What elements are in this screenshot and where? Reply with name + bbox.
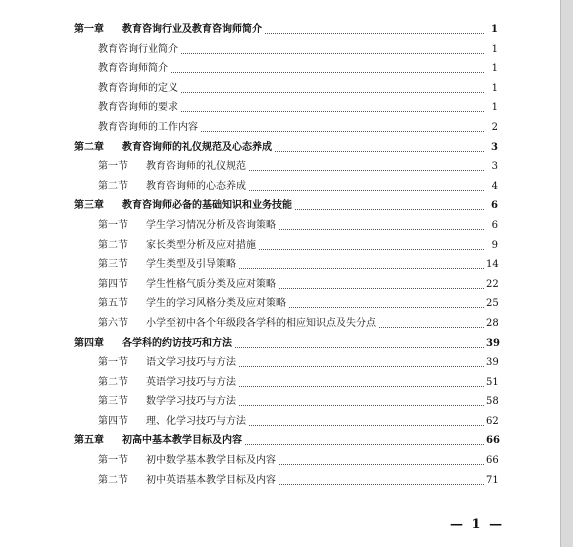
toc-page-number: 71 [486,471,498,491]
chapter-title: 教育咨询行业及教育咨询师简介 [122,24,262,35]
toc-entry-label [98,59,170,79]
section-number: 第二节 [98,474,128,486]
toc-page-number: 1 [486,40,498,60]
toc-page-number: 3 [486,157,498,177]
toc-entry-label [98,412,248,432]
section-title: 学生类型及引导策略 [146,259,236,271]
toc-page-number: 3 [486,138,498,158]
chapter-number: 第一章 [74,24,104,35]
section-number: 第一节 [98,161,128,173]
toc-page-number: 14 [486,255,498,275]
toc-section-row [74,451,498,471]
toc-chapter-row [74,20,498,40]
toc-entry-label [98,353,238,373]
toc-section-row [74,392,498,412]
toc-section-row [74,118,498,138]
toc-entry-label [74,138,274,158]
toc-section-row [74,412,498,432]
toc-page-number: 25 [486,294,498,314]
toc-chapter-row [74,196,498,216]
section-number: 第四节 [98,415,128,427]
chapter-number: 第三章 [74,200,104,212]
toc-chapter-row [74,334,498,354]
toc-section-row [74,353,498,373]
section-number: 第二节 [98,180,128,192]
section-title: 教育咨询师的工作内容 [98,121,198,133]
toc-page-number: 22 [486,275,498,295]
toc-entry-label [98,40,180,60]
section-title: 学生的学习风格分类及应对策略 [146,298,286,310]
toc-entry-label [98,392,238,412]
section-number: 第一节 [98,219,128,231]
toc-page-number: 4 [486,177,498,197]
section-title: 理、化学习技巧与方法 [146,415,246,427]
chapter-title: 初高中基本教学目标及内容 [122,435,242,447]
toc-entry-label [74,431,244,451]
toc-entry-label [98,157,248,177]
chapter-number: 第四章 [74,337,104,349]
toc-page-number: 28 [486,314,498,334]
section-title: 数学学习技巧与方法 [146,396,236,408]
toc-entry-label [98,236,258,256]
toc-entry-label [98,471,278,491]
chapter-number: 第二章 [74,141,104,153]
section-title: 小学至初中各个年级段各学科的相应知识点及失分点 [146,317,376,329]
toc-section-row [74,79,498,99]
toc-entry-label [98,79,180,99]
toc-page-number: 58 [486,392,498,412]
toc-page-number: 6 [486,216,498,236]
section-number: 第二节 [98,376,128,388]
section-number: 第一节 [98,455,128,467]
toc-page-number: 51 [486,373,498,393]
toc-section-row [74,40,498,60]
section-title: 教育咨询师的心态养成 [146,180,246,192]
section-title: 英语学习技巧与方法 [146,376,236,388]
section-number: 第五节 [98,298,128,310]
toc-entry-label [98,314,378,334]
section-title: 学生性格气质分类及应对策略 [146,278,276,290]
toc-entry-label [74,20,264,40]
toc-page-number: 2 [486,118,498,138]
toc-section-row [74,471,498,491]
toc-section-row [74,59,498,79]
chapter-title: 各学科的约访技巧和方法 [122,337,232,349]
toc-page-number: 9 [486,236,498,256]
section-title: 教育咨询师的要求 [98,102,178,114]
toc-page-number: 1 [486,98,498,118]
section-title: 初中数学基本教学目标及内容 [146,455,276,467]
section-number: 第一节 [98,357,128,369]
toc-page-number: 1 [486,59,498,79]
toc-section-row [74,294,498,314]
section-number: 第六节 [98,317,128,329]
section-title: 家长类型分析及应对措施 [146,239,256,251]
chapter-title: 教育咨询师必备的基础知识和业务技能 [122,200,292,212]
toc-page-number: 62 [486,412,498,432]
section-number: 第三节 [98,396,128,408]
toc-page-number: 6 [486,196,498,216]
section-title: 教育咨询行业简介 [98,43,178,55]
toc-page-number: 1 [486,20,498,40]
toc-entry-label [98,451,278,471]
toc-entry-label [98,118,200,138]
toc-section-row [74,314,498,334]
toc-entry-label [74,334,234,354]
section-number: 第三节 [98,259,128,271]
toc-chapter-row [74,431,498,451]
section-number: 第四节 [98,278,128,290]
toc-entry-label [98,373,238,393]
toc-page-number: 66 [486,451,498,471]
toc-entry-label [98,294,288,314]
section-title: 教育咨询师简介 [98,63,168,75]
toc-entry-label [98,177,248,197]
toc-page-number: 39 [486,334,498,354]
toc-section-row [74,157,498,177]
toc-section-row [74,373,498,393]
section-title: 初中英语基本教学目标及内容 [146,474,276,486]
toc-entry-label [98,275,278,295]
section-title: 教育咨询师的定义 [98,82,178,94]
toc-section-row [74,177,498,197]
toc-chapter-row [74,138,498,158]
chapter-title: 教育咨询师的礼仪规范及心态养成 [122,141,272,153]
toc-section-row [74,275,498,295]
table-of-contents [74,20,498,490]
section-title: 学生学习情况分析及咨询策略 [146,219,276,231]
toc-entry-label [98,255,238,275]
chapter-number: 第五章 [74,435,104,447]
toc-page-number: 1 [486,79,498,99]
toc-section-row [74,236,498,256]
toc-entry-label [98,98,180,118]
window-frame-edge [560,0,573,547]
section-number: 第二节 [98,239,128,251]
toc-section-row [74,98,498,118]
toc-page-number: 39 [486,353,498,373]
toc-section-row [74,216,498,236]
toc-entry-label [74,196,294,216]
section-title: 教育咨询师的礼仪规范 [146,161,246,173]
toc-section-row [74,255,498,275]
page-number: — 1 — [450,517,505,532]
toc-page-number: 66 [486,431,498,451]
section-title: 语文学习技巧与方法 [146,357,236,369]
toc-entry-label [98,216,278,236]
